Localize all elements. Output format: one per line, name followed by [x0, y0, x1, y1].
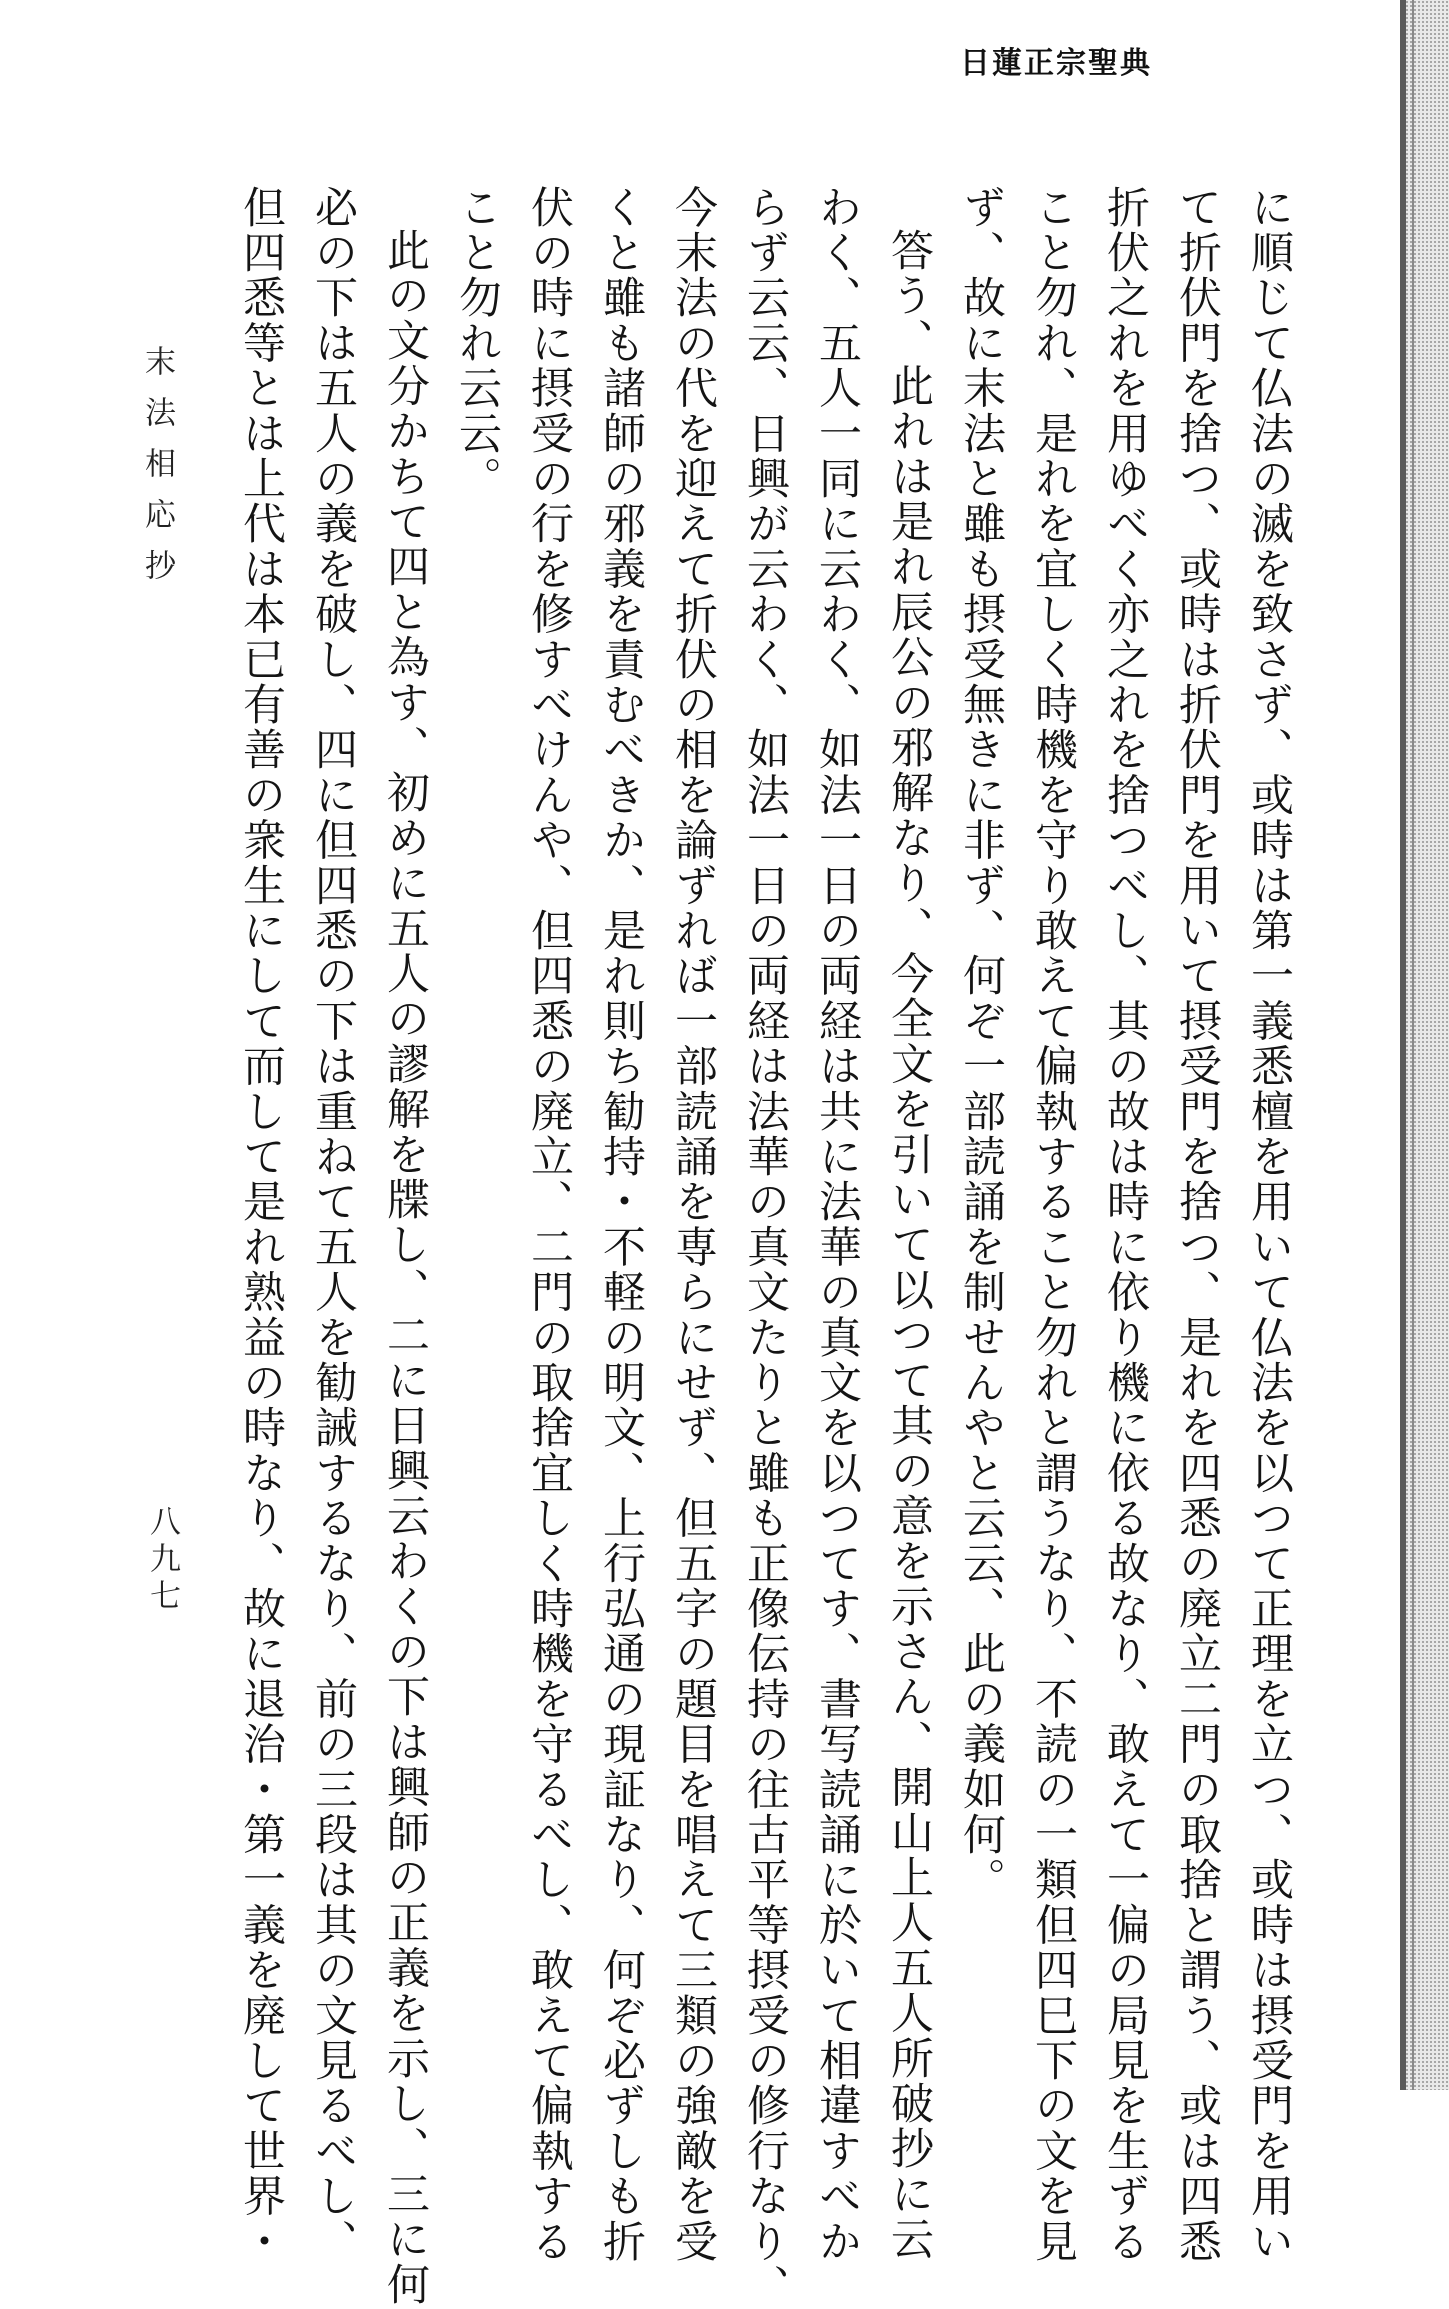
text-line: 必の下は五人の義を破し、四に但四悉の下は重ねて五人を勧誡するなり、前の三段は其の文見るべし、	[308, 185, 358, 2265]
text-line: ず、故に末法と雖も摂受無きに非ず、何ぞ一部読誦を制せんやと云云、此の義如何。	[956, 185, 1006, 1903]
text-line: に順じて仏法の滅を致さず、或時は第一義悉檀を用いて仏法を以つて正理を立つ、或時は摂受門を用い	[1244, 185, 1294, 2265]
footer-chapter-title: 末法相応抄	[139, 345, 175, 600]
text-line: こと勿れ、是れを宜しく時機を守り敢えて偏執すること勿れと謂うなり、不読の一類但四巳下の文を見	[1028, 185, 1078, 2265]
text-line: こと勿れ云云。	[452, 185, 502, 502]
page-edge-line	[1400, 0, 1406, 2090]
text-line: くと雖も諸師の邪義を責むべきか、是れ則ち勧持・不軽の明文、上行弘通の現証なり、何ぞ必ずしも折	[596, 185, 646, 2265]
vertical-body-text	[225, 185, 1305, 2309]
text-line: 伏の時に摂受の行を修すべけんや、但四悉の廃立、二門の取捨宜しく時機を守るべし、敢えて偏執する	[524, 185, 574, 2265]
spine-inner-line	[1412, 0, 1414, 2090]
text-line: 折伏之れを用ゆべく亦之れを捨つべし、其の故は時に依り機に依る故なり、敢えて一偏の局見を生ずる	[1100, 185, 1150, 2265]
text-line: わく、五人一同に云わく、如法一日の両経は共に法華の真文を以つてす、書写読誦に於いて相違すべか	[812, 185, 862, 2265]
text-line: 但四悉等とは上代は本已有善の衆生にして而して是れ熟益の時なり、故に退治・第一義を廃して世界・	[236, 185, 286, 2265]
running-header-title: 日蓮正宗聖典	[960, 46, 1152, 81]
text-line: 此の文分かちて四と為す、初めに五人の謬解を牒し、二に日興云わくの下は興師の正義を示し、三に何	[380, 228, 430, 2308]
text-line: らず云云、日興が云わく、如法一日の両経は法華の真文たりと雖も正像伝持の往古平等摂受の修行なり、	[740, 185, 790, 2309]
text-line: て折伏門を捨つ、或時は折伏門を用いて摂受門を捨つ、是れを四悉の廃立二門の取捨と謂う、或は四悉	[1172, 185, 1222, 2265]
text-line: 今末法の代を迎えて折伏の相を論ずれば一部読誦を専らにせず、但五字の題目を唱えて三類の強敵を受	[668, 185, 718, 2265]
text-line: 答う、此れは是れ辰公の邪解なり、今全文を引いて以つて其の意を示さん、開山上人五人所破抄に云	[884, 228, 934, 2262]
page-number: 八九七	[144, 1505, 180, 1616]
